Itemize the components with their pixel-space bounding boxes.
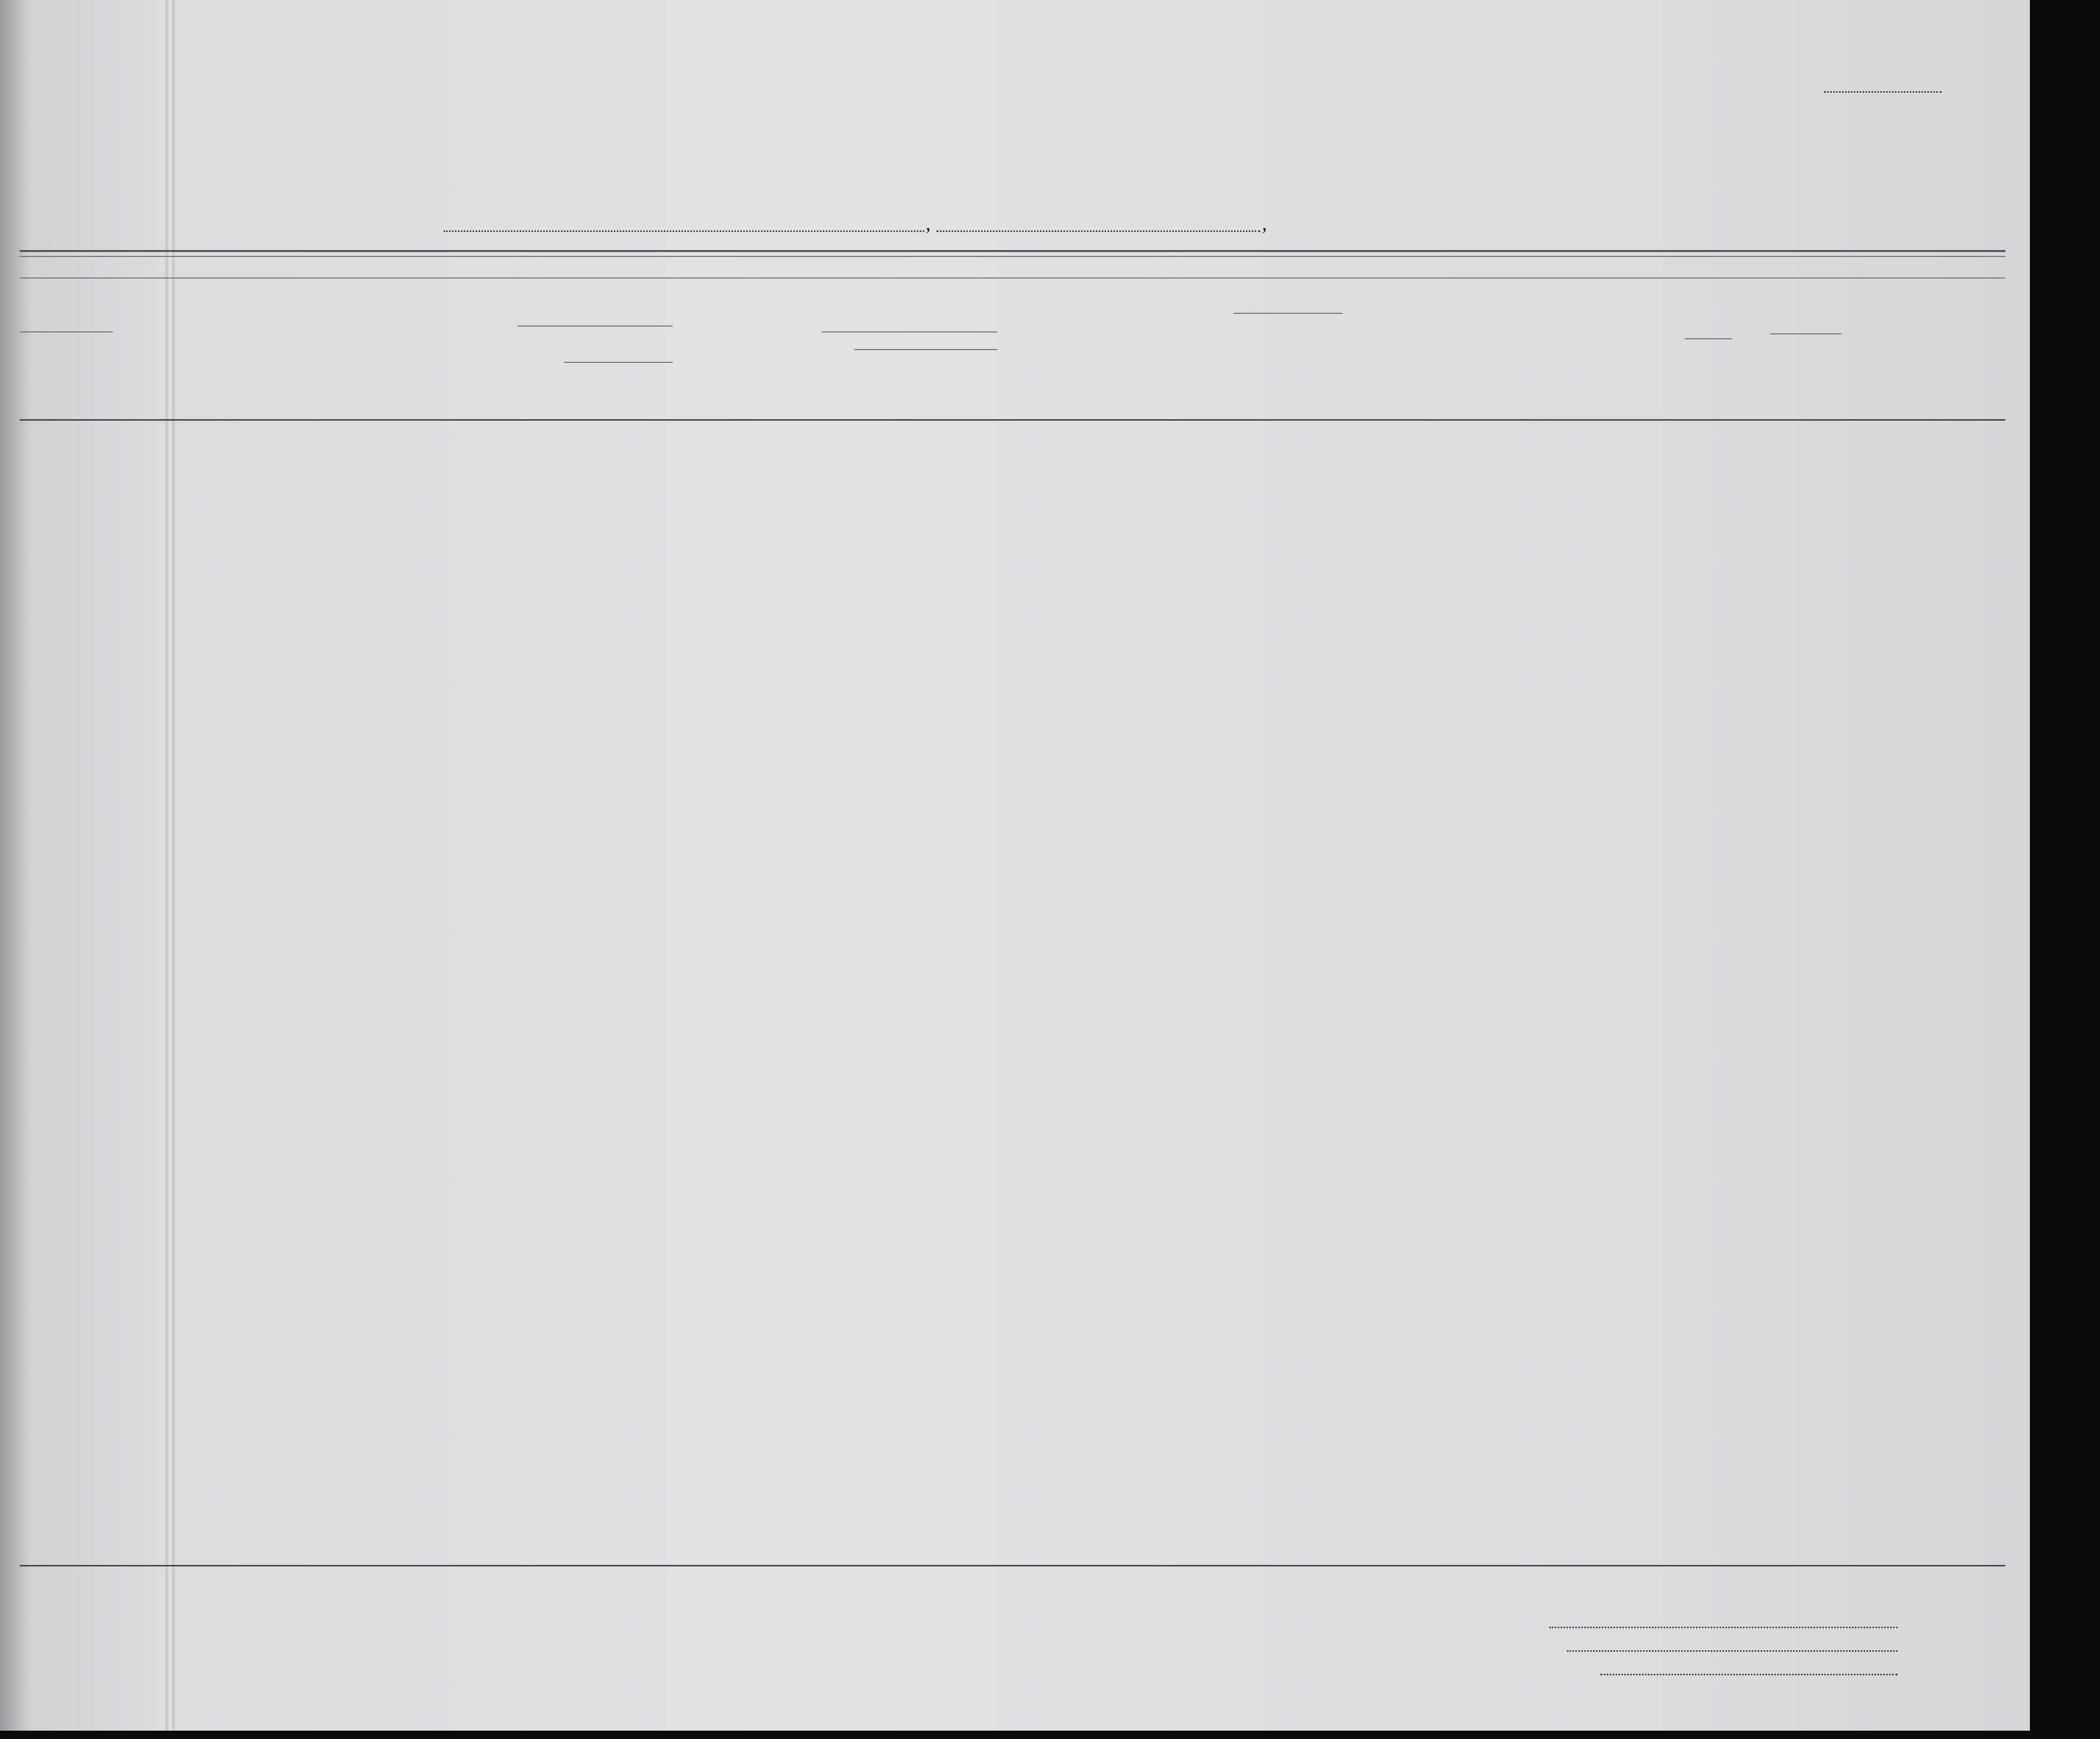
list-entry-line [1824, 91, 1942, 93]
header-arrested [1550, 289, 1570, 402]
line-entry-line [1549, 1627, 1898, 1628]
column-number-rule [20, 277, 2005, 278]
header-purpose-return [1240, 314, 1264, 427]
usa-sub-rule [564, 362, 673, 363]
header-bottom-rule [20, 419, 2005, 421]
header-feet [1693, 378, 1704, 407]
header-excluded [1526, 289, 1545, 402]
header-polygamist [1392, 294, 1406, 417]
comma-1: , [926, 212, 931, 234]
height-sub-rule [1685, 338, 1732, 339]
comma-2: , [1262, 212, 1267, 234]
header-purpose-citizen [1314, 314, 1339, 427]
header-q28-overthrow [1437, 289, 1481, 402]
header-labor-offer [1487, 289, 1521, 402]
table-top-rule [20, 250, 2005, 252]
table-bottom-rule [20, 1565, 2005, 1566]
page-fold [166, 0, 175, 1731]
header-fifty-dollars [793, 287, 813, 418]
local-agents-entry-line [1600, 1674, 1898, 1675]
ever-before-sub-rule [822, 331, 997, 332]
header-purpose-length [1278, 314, 1302, 427]
final-dest-sub-rule [518, 326, 673, 327]
header-inches [1714, 378, 1726, 412]
port-entry-line [444, 230, 924, 232]
header-ticket [678, 285, 697, 418]
left-edge-shadow [0, 0, 29, 1731]
residence-sub-rule [20, 331, 113, 332]
date-entry-line [936, 230, 1260, 232]
if-yes-sub-rule [854, 349, 997, 350]
table-top-rule-2 [20, 256, 2005, 257]
owners-entry-line [1567, 1650, 1898, 1652]
header-prison [1347, 290, 1377, 403]
header-anarchist [1414, 294, 1429, 417]
color-sub-rule [1770, 333, 1842, 334]
